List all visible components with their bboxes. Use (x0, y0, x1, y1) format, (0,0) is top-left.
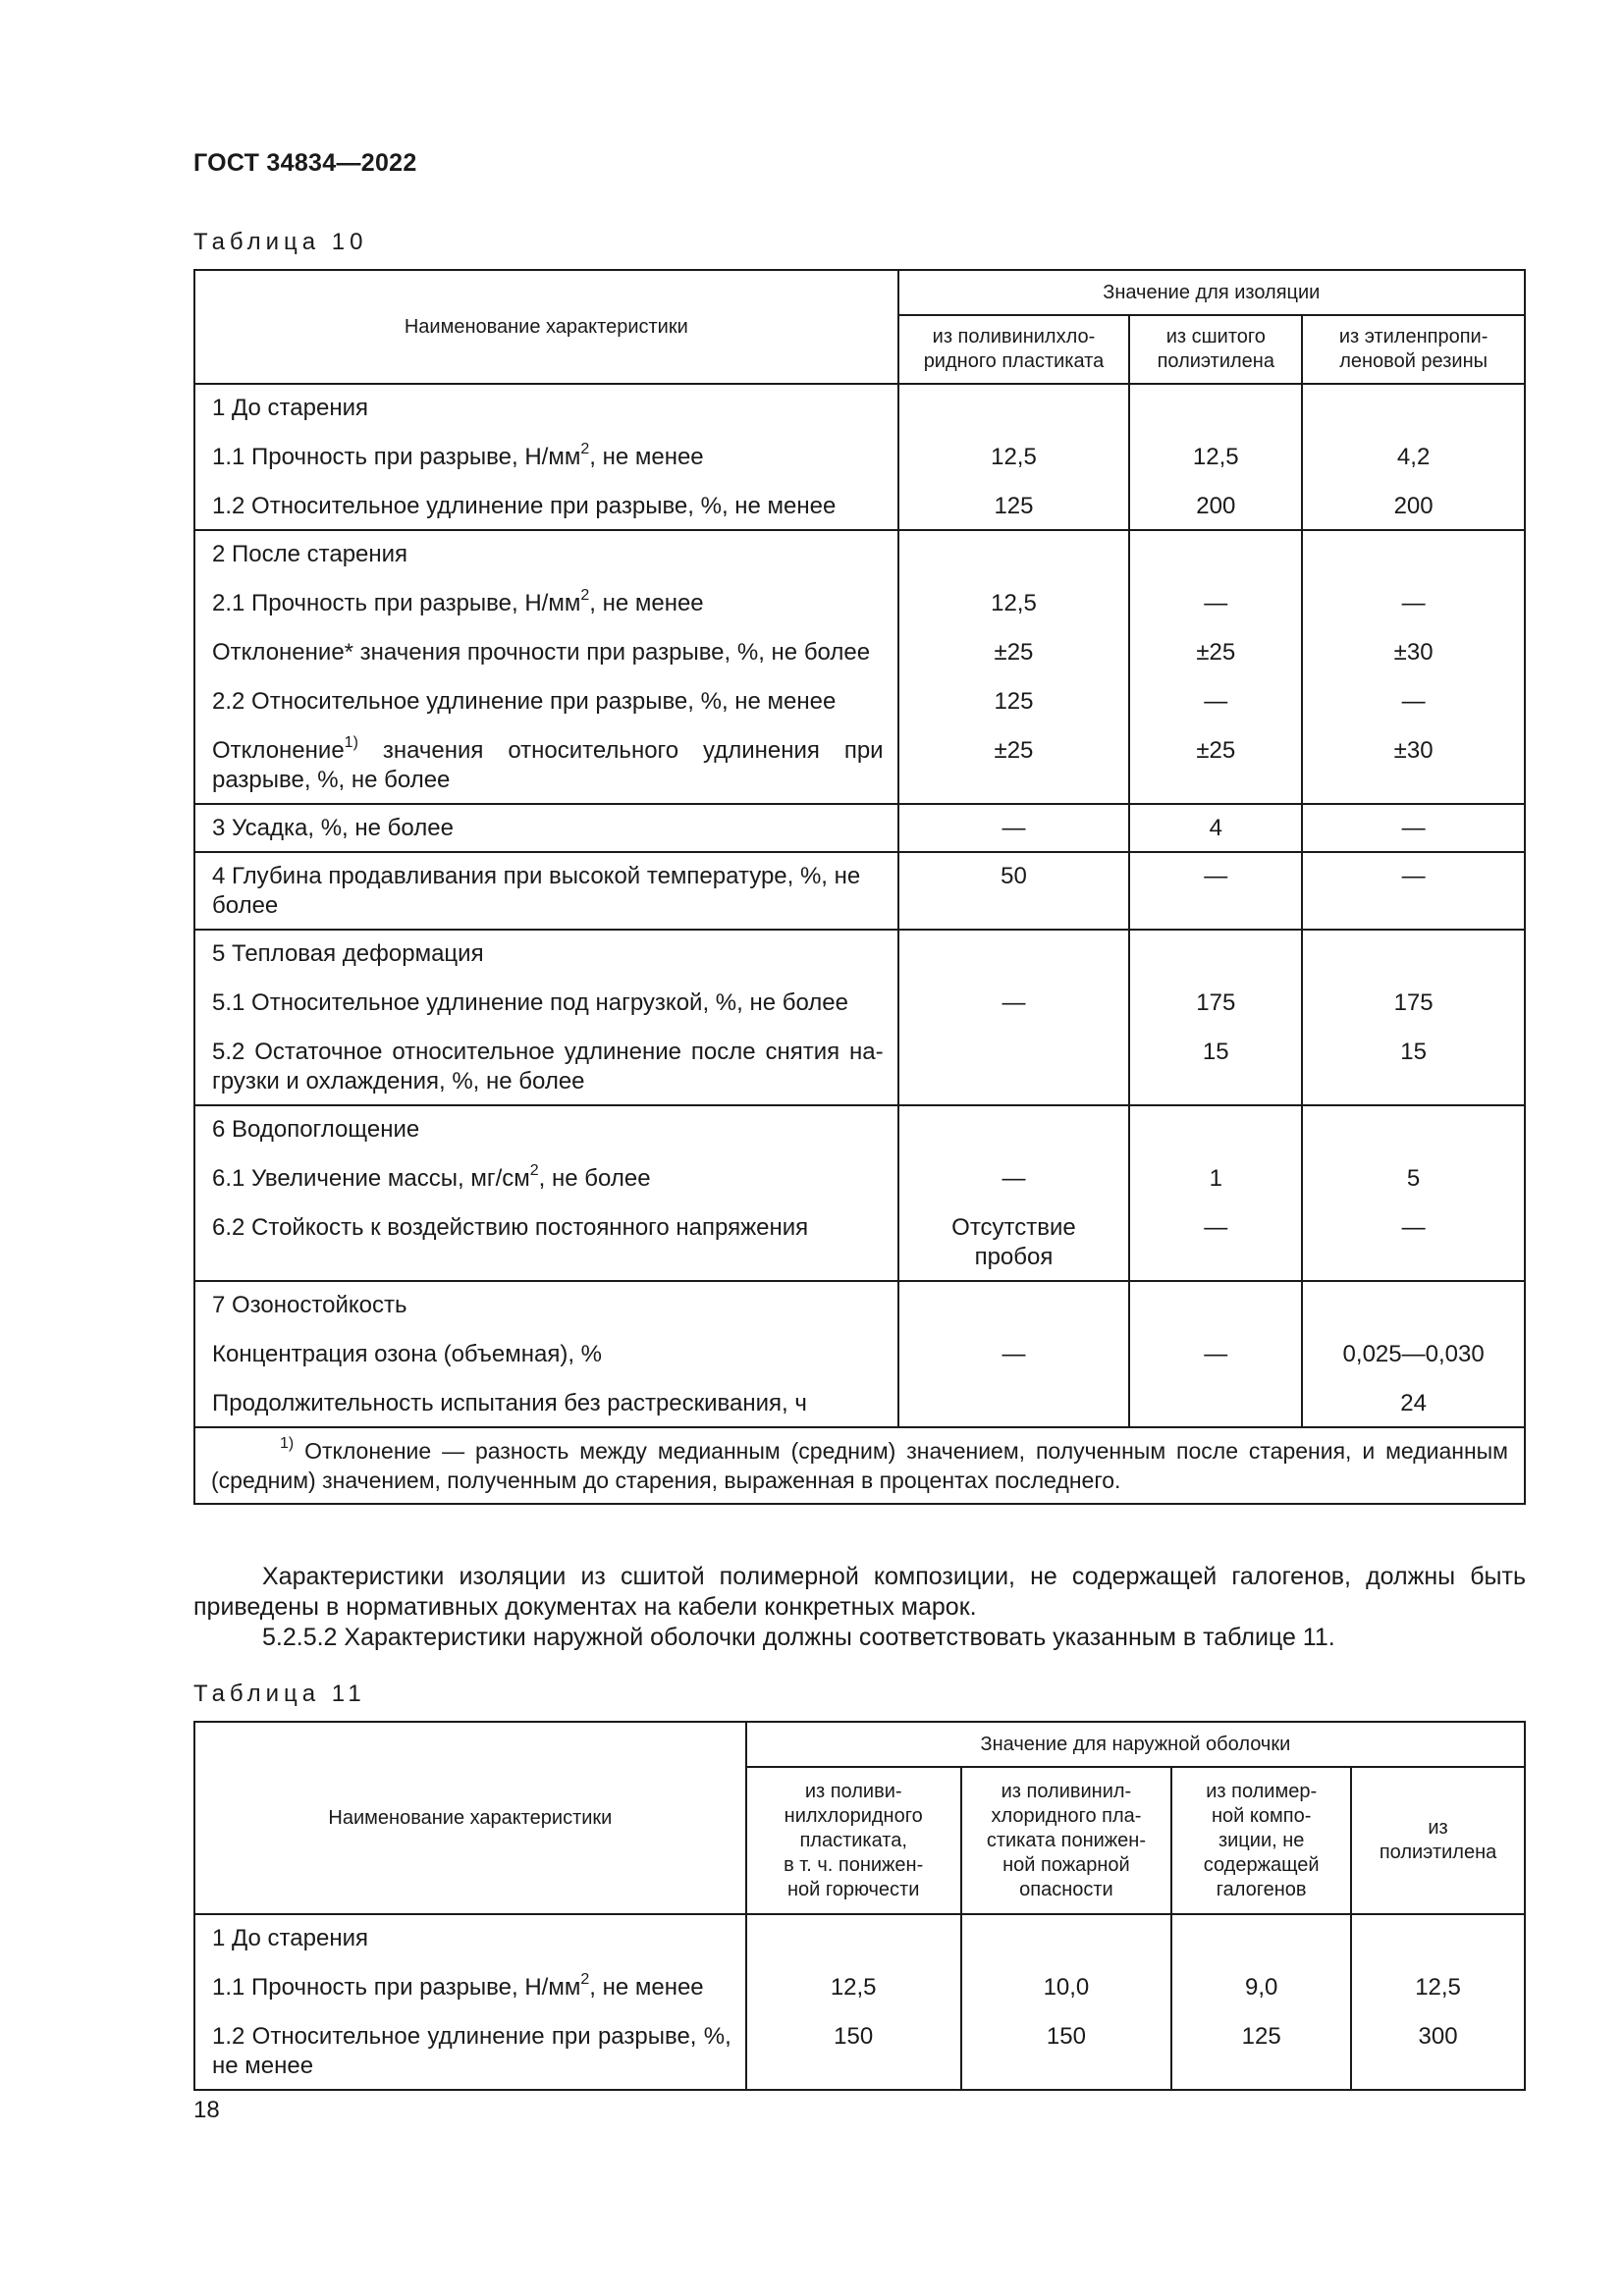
t11-col-group-header: Значение для наружной оболочки (746, 1722, 1525, 1767)
row-value: 50 (1001, 863, 1027, 889)
t10-group-values-col-3 (1302, 1105, 1525, 1281)
row-value: — (1204, 590, 1228, 616)
row-value: 10,0 (1043, 1974, 1090, 2001)
t10-group-values-col-3 (1302, 530, 1525, 804)
t10-group-values-col-3 (1302, 930, 1525, 1105)
row-value: 300 (1418, 2023, 1458, 2050)
t10-subheader-line: из сшитого (1165, 326, 1266, 347)
t10-group-values-col-2 (1129, 1105, 1302, 1281)
row-value (907, 939, 1121, 969)
row-value: 125 (994, 493, 1034, 519)
row-value: 15 (1400, 1039, 1427, 1065)
row-label: 7 Озоностойкость (212, 1292, 407, 1318)
t10-group-values-col-2 (1129, 804, 1302, 852)
t11-subheader-line: галогенов (1216, 1878, 1307, 1900)
row-value: — (1204, 1214, 1228, 1241)
t10-subheader-2 (1129, 315, 1302, 384)
row-value: 150 (1046, 2023, 1086, 2050)
row-value: — (1204, 863, 1228, 889)
row-value: 12,5 (991, 444, 1037, 470)
row-label: 6.1 Увеличение массы, $мг/см^2$, не более (212, 1162, 651, 1192)
row-value: 9,0 (1244, 1974, 1278, 2001)
row-label: Отклонение$^{1)}$ значения относительного удлинения при разрыве, %, не более (212, 734, 884, 793)
row-label: 5.2 Остаточное относительное удлинение после снятия на-грузки и охлаждения, %, не более (212, 1039, 884, 1095)
row-value (1311, 1291, 1516, 1320)
t11-group-labels (194, 1914, 746, 2090)
t10-group-values-col-2 (1129, 930, 1302, 1105)
t11-group-values-col-1 (746, 1914, 961, 2090)
t11-subheader-line: из поливинил- (1001, 1780, 1132, 1802)
t10-subheader-line: леновой резины (1339, 350, 1488, 372)
t11-subheader-line: стиката понижен- (986, 1829, 1147, 1851)
row-value: 175 (1393, 989, 1434, 1016)
row-value: ±30 (1393, 639, 1434, 666)
row-value: — (1001, 815, 1026, 841)
t10-group-values-col-3 (1302, 384, 1525, 530)
t11-subheader-line: ной пожарной (1002, 1853, 1130, 1876)
row-label: 2.2 Относительное удлинение при разрыве, %, не менее (212, 688, 837, 715)
row-value: 12,5 (1415, 1974, 1461, 2001)
t10-group-4 (194, 852, 1525, 930)
row-label: 6 Водопоглощение (212, 1116, 420, 1143)
row-value (907, 1369, 1121, 1418)
t10-col-name-header: Наименование характеристики (194, 270, 898, 384)
row-value: ±25 (1196, 737, 1236, 764)
row-value: — (1401, 590, 1426, 616)
t10-group-values-col-2 (1129, 1281, 1302, 1427)
t11-subheader-line: ной горючести (786, 1878, 920, 1900)
row-value: 150 (834, 2023, 874, 2050)
t10-col-group-header: Значение для изоляции (898, 270, 1525, 315)
row-label: 1.1 Прочность при разрыве, $Н/мм^2$, не менее (212, 1971, 704, 2001)
row-value (1138, 394, 1293, 423)
row-value: 5 (1406, 1165, 1421, 1192)
row-value (1138, 939, 1293, 969)
t11-subheader-line: полиэтилена (1379, 1842, 1497, 1863)
t11-subheader-line: из поливи- (804, 1780, 902, 1802)
t10-group-labels (194, 1105, 898, 1281)
row-value: 24 (1400, 1390, 1427, 1416)
t11-subheader-line: хлоридного пла- (991, 1804, 1142, 1827)
t10-group-values-col-2 (1129, 384, 1302, 530)
row-label: 5.1 Относительное удлинение под нагрузкой, %, не более (212, 989, 848, 1016)
t11-subheader-3 (1171, 1767, 1351, 1914)
t10-group-1 (194, 384, 1525, 530)
row-label: 6.2 Стойкость к воздействию постоянного напряжения (212, 1214, 809, 1241)
t10-group-3 (194, 804, 1525, 852)
row-value (1311, 394, 1516, 423)
row-value (907, 394, 1121, 423)
row-label: 1.2 Относительное удлинение при разрыве, %, не менее (212, 493, 837, 519)
paragraph-halogen-free: Характеристики изоляции из сшитой полимерной композиции, не содержащей галогенов, должны быть приведены в нормативных документах на кабели конкретных марок. (193, 1563, 1526, 1621)
table-10 (193, 269, 1526, 1505)
row-value: — (1401, 815, 1426, 841)
row-label: 1.2 Относительное удлинение при разрыве, %, не менее (212, 2023, 731, 2079)
t11-col-name-header: Наименование характеристики (194, 1722, 746, 1914)
row-value: 1 (1209, 1165, 1222, 1192)
row-value: 125 (1241, 2023, 1281, 2050)
t10-group-values-col-1 (898, 530, 1130, 804)
document-header: ГОСТ 34834—2022 (193, 149, 417, 177)
t11-group-values-col-4 (1351, 1914, 1525, 2090)
row-value: 4,2 (1396, 444, 1431, 470)
t11-group-values-col-2 (961, 1914, 1172, 2090)
t11-subheader-line: из (1428, 1817, 1448, 1839)
row-value: 200 (1196, 493, 1236, 519)
t10-group-labels (194, 530, 898, 804)
t10-group-labels (194, 930, 898, 1105)
t10-group-2 (194, 530, 1525, 804)
t10-subheader-3 (1302, 315, 1525, 384)
page-number: 18 (193, 2097, 220, 2123)
row-value: — (1204, 1341, 1228, 1367)
t10-group-values-col-1 (898, 1281, 1130, 1427)
row-value: ±25 (994, 639, 1034, 666)
row-label: 3 Усадка, %, не более (212, 815, 454, 841)
row-value: 12,5 (991, 590, 1037, 616)
t11-subheader-line: опасности (1019, 1878, 1113, 1900)
t11-subheader-line: зиции, не (1218, 1829, 1305, 1851)
row-value (1138, 540, 1293, 569)
row-value: 15 (1202, 1039, 1229, 1065)
t11-subheader-line: из полимер- (1206, 1780, 1318, 1802)
row-value (1138, 1369, 1293, 1418)
row-value (1311, 540, 1516, 569)
t10-subheader-line: из поливинилхло- (932, 326, 1096, 347)
t10-group-5 (194, 930, 1525, 1105)
row-value: Отсутствие пробоя (951, 1214, 1076, 1270)
t10-group-7 (194, 1281, 1525, 1427)
t11-group-1 (194, 1914, 1525, 2090)
row-value: — (1001, 1165, 1026, 1192)
table-11-caption: Таблица 11 (193, 1681, 366, 1707)
row-value (1311, 939, 1516, 969)
row-value: — (1204, 688, 1228, 715)
t11-subheader-line: ной компо- (1212, 1804, 1312, 1827)
row-value: 0,025—0,030 (1342, 1341, 1485, 1367)
t10-group-values-col-1 (898, 852, 1130, 930)
t10-subheader-line: полиэтилена (1157, 350, 1274, 372)
row-label: Отклонение* значения прочности при разрыве, %, не более (212, 639, 871, 666)
footnote-mark: 1) (280, 1435, 295, 1453)
t10-subheader-line: из этиленпропи- (1338, 326, 1489, 347)
t10-group-labels (194, 1281, 898, 1427)
row-value (907, 540, 1121, 569)
t11-subheader-line: нилхлоридного (784, 1804, 923, 1827)
row-value: 200 (1393, 493, 1434, 519)
t10-group-values-col-2 (1129, 530, 1302, 804)
t10-group-values-col-3 (1302, 804, 1525, 852)
t10-subheader-1 (898, 315, 1130, 384)
row-value: — (1401, 1214, 1426, 1241)
row-label: 1 До старения (212, 1925, 368, 1951)
t10-group-values-col-1 (898, 804, 1130, 852)
row-value: ±30 (1393, 737, 1434, 764)
t11-subheader-line: содержащей (1203, 1853, 1320, 1876)
row-value (907, 1291, 1121, 1320)
t11-group-values-col-3 (1171, 1914, 1351, 2090)
row-label: Концентрация озона (объемная), % (212, 1341, 602, 1367)
t11-subheader-2 (961, 1767, 1172, 1914)
table-10-caption: Таблица 10 (193, 229, 368, 255)
row-value: — (1001, 989, 1026, 1016)
row-value: — (1001, 1341, 1026, 1367)
paragraph-5-2-5-2: 5.2.5.2 Характеристики наружной оболочки должны соответствовать указанным в таблице 11. (262, 1624, 1335, 1651)
row-value: ±25 (994, 737, 1034, 764)
t10-group-labels (194, 384, 898, 530)
row-label: 4 Глубина продавливания при высокой температуре, %, не более (212, 863, 861, 919)
row-value (1360, 1924, 1516, 1953)
t10-group-values-col-3 (1302, 852, 1525, 930)
t10-footnote (194, 1427, 1525, 1504)
t10-group-values-col-3 (1302, 1281, 1525, 1427)
t11-subheader-1 (746, 1767, 961, 1914)
row-value: 175 (1196, 989, 1236, 1016)
row-value (970, 1924, 1164, 1953)
t11-subheader-line: в т. ч. понижен- (784, 1853, 924, 1876)
t10-group-values-col-2 (1129, 852, 1302, 930)
row-value: — (1401, 688, 1426, 715)
row-label: 1 До старения (212, 395, 368, 421)
row-value (907, 1115, 1121, 1145)
t11-subheader-line: пластиката, (799, 1829, 907, 1851)
row-value: — (1401, 863, 1426, 889)
row-value: 12,5 (1192, 444, 1239, 470)
row-label: Продолжительность испытания без растрескивания, ч (212, 1390, 807, 1416)
row-value (755, 1924, 952, 1953)
row-value (907, 1018, 1121, 1096)
t10-group-labels (194, 852, 898, 930)
row-label: 2 После старения (212, 541, 408, 567)
t10-group-6 (194, 1105, 1525, 1281)
t10-group-values-col-1 (898, 930, 1130, 1105)
row-value: 12,5 (830, 1974, 877, 2001)
table-11 (193, 1721, 1526, 2091)
t10-group-values-col-1 (898, 1105, 1130, 1281)
row-label: 1.1 Прочность при разрыве, $Н/мм^2$, не менее (212, 441, 704, 470)
row-value: 4 (1209, 815, 1222, 841)
t11-subheader-4 (1351, 1767, 1525, 1914)
row-value (1311, 1115, 1516, 1145)
t10-subheader-line: ридного пластиката (923, 350, 1105, 372)
row-value (1180, 1924, 1342, 1953)
row-value: ±25 (1196, 639, 1236, 666)
t10-group-values-col-1 (898, 384, 1130, 530)
row-value (1138, 1291, 1293, 1320)
row-value: 125 (994, 688, 1034, 715)
row-value (1138, 1115, 1293, 1145)
row-label: 5 Тепловая деформация (212, 940, 484, 967)
row-label: 2.1 Прочность при разрыве, $Н/мм^2$, не менее (212, 587, 704, 616)
t10-footnote-text: $^{1)}$ Отклонение — разность между медианным (средним) значением, полученным после старения, и медианным (средним) значением, полученным до старения, выраженная в процентах последнего. (211, 1435, 1508, 1493)
t10-group-labels (194, 804, 898, 852)
